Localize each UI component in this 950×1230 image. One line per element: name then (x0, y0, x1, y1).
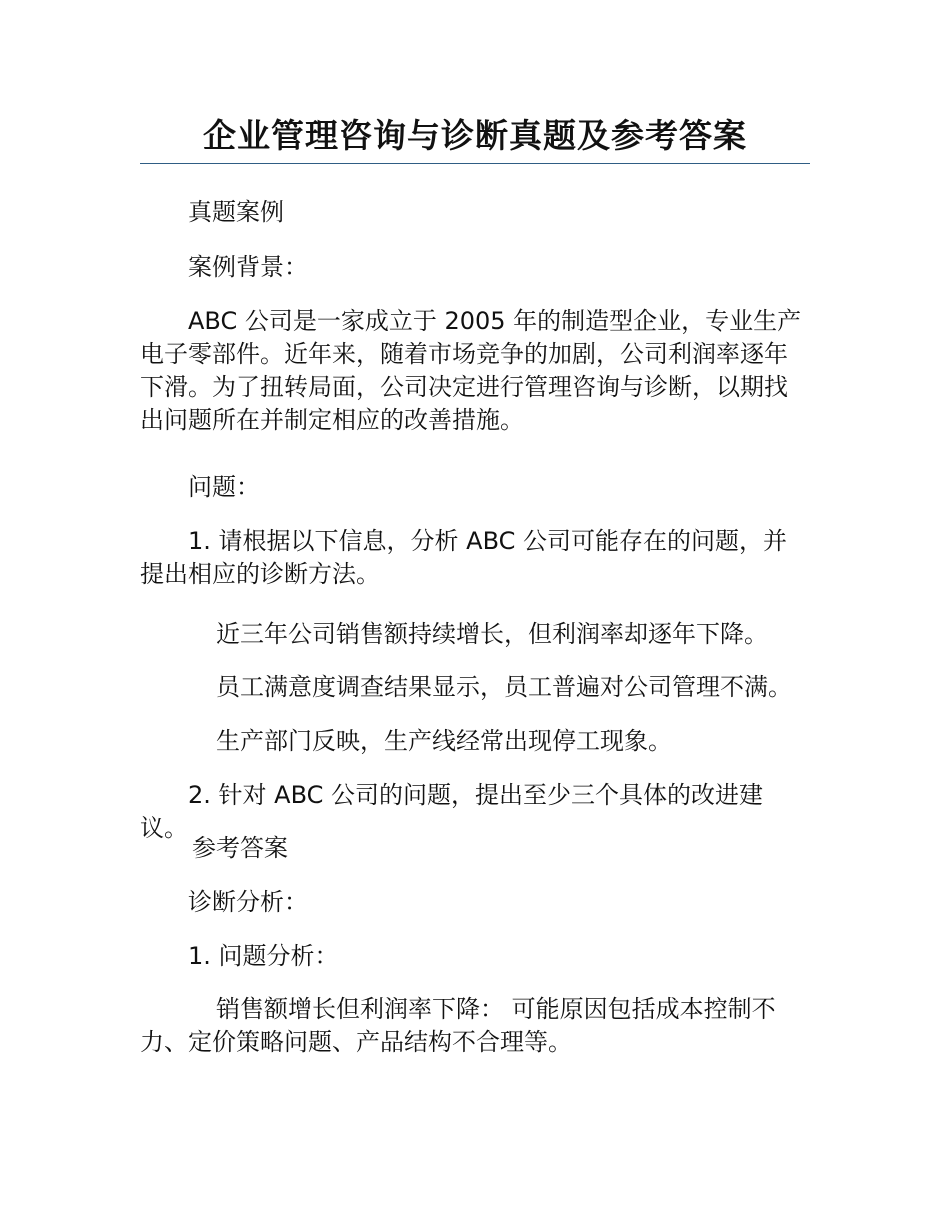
info-item: 员工满意度调查结果显示，员工普遍对公司管理不满。 (216, 673, 792, 701)
title-underline (140, 163, 810, 164)
question-1: 1. 请根据以下信息，分析 ABC 公司可能存在的问题，并提出相应的诊断方法。 (140, 527, 788, 588)
case-heading: 真题案例 (188, 198, 284, 226)
info-item: 近三年公司销售额持续增长，但利润率却逐年下降。 (216, 620, 768, 648)
page-title: 企业管理咨询与诊断真题及参考答案 (203, 116, 747, 155)
questions-heading: 问题： (188, 473, 260, 501)
info-item: 生产部门反映，生产线经常出现停工现象。 (216, 727, 672, 755)
problem-analysis-heading: 1. 问题分析： (188, 942, 339, 970)
question-2: 2. 针对 ABC 公司的问题，提出至少三个具体的改进建议。 (140, 781, 764, 842)
answer-heading: 参考答案 (192, 834, 288, 862)
background-paragraph: ABC 公司是一家成立于 2005 年的制造型企业，专业生产电子零部件。近年来，随着市场竞争的加剧，公司利润率逐年下滑。为了扭转局面，公司决定进行管理咨询与诊断，以期找出问题所在并制定相应的改善措施。 (140, 307, 802, 434)
background-heading: 案例背景： (188, 253, 308, 281)
diagnosis-heading: 诊断分析： (188, 888, 308, 916)
analysis-paragraph: 销售额增长但利润率下降： 可能原因包括成本控制不力、定价策略问题、产品结构不合理等。 (140, 995, 776, 1056)
